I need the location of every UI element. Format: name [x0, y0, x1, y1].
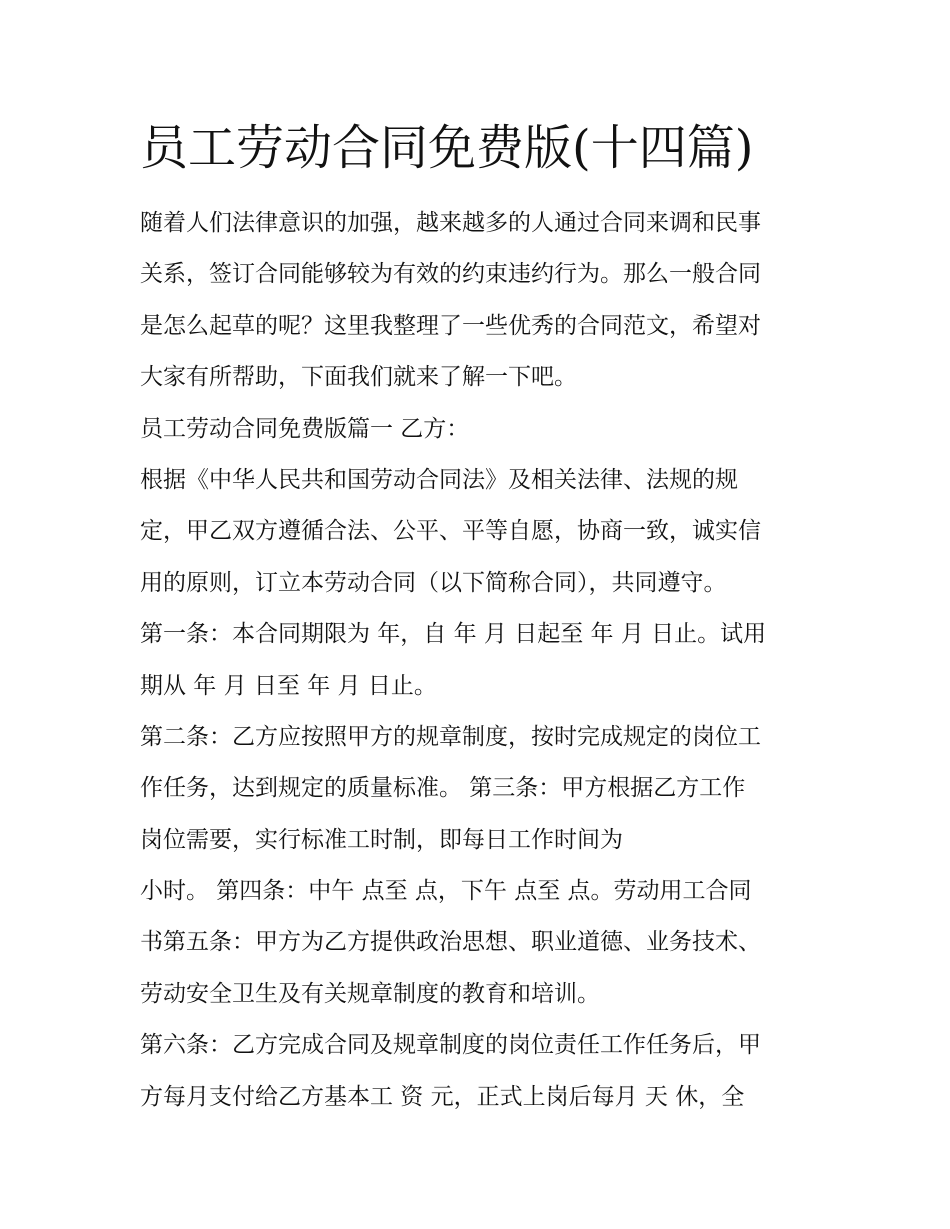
body-line: 关系，签订合同能够较为有效的约束违约行为。那么一般合同: [140, 261, 761, 288]
section-heading: 员工劳动合同免费版篇一 乙方：: [140, 415, 470, 442]
body-line: 第六条：乙方完成合同及规章制度的岗位责任工作任务后，甲: [140, 1032, 761, 1059]
body-line: 用的原则，订立本劳动合同（以下简称合同），共同遵守。: [140, 569, 727, 596]
body-line: 岗位需要，实行标准工时制，即每日工作时间为: [140, 826, 623, 853]
body-line: 根据《中华人民共和国劳动合同法》及相关法律、法规的规: [140, 466, 738, 493]
document-title: 员工劳动合同免费版(十四篇): [140, 120, 754, 176]
body-line: 方每月支付给乙方基本工 资 元，正式上岗后每月 天 休，全: [140, 1083, 745, 1110]
document-body: [140, 198, 820, 1123]
body-line: 第二条：乙方应按照甲方的规章制度，按时完成规定的岗位工: [140, 723, 761, 750]
body-line: 作任务，达到规定的质量标准。 第三条：甲方根据乙方工作: [140, 775, 746, 802]
body-line: 是怎么起草的呢？这里我整理了一些优秀的合同范文，希望对: [140, 312, 761, 339]
body-line: 期从 年 月 日至 年 月 日止。: [140, 672, 437, 699]
body-line: 随着人们法律意识的加强，越来越多的人通过合同来调和民事: [140, 210, 761, 236]
body-line: 劳动安全卫生及有关规章制度的教育和培训。: [140, 980, 600, 1007]
body-line: 第一条：本合同期限为 年，自 年 月 日起至 年 月 日止。试用: [140, 621, 767, 648]
body-line: 小时。 第四条：中午 点至 点，下午 点至 点。劳动用工合同: [140, 878, 752, 905]
body-line: 书第五条：甲方为乙方提供政治思想、职业道德、业务技术、: [140, 929, 761, 956]
body-line: 定，甲乙双方遵循合法、公平、平等自愿，协商一致，诚实信: [140, 518, 761, 545]
body-line: 大家有所帮助，下面我们就来了解一下吧。: [140, 364, 577, 391]
